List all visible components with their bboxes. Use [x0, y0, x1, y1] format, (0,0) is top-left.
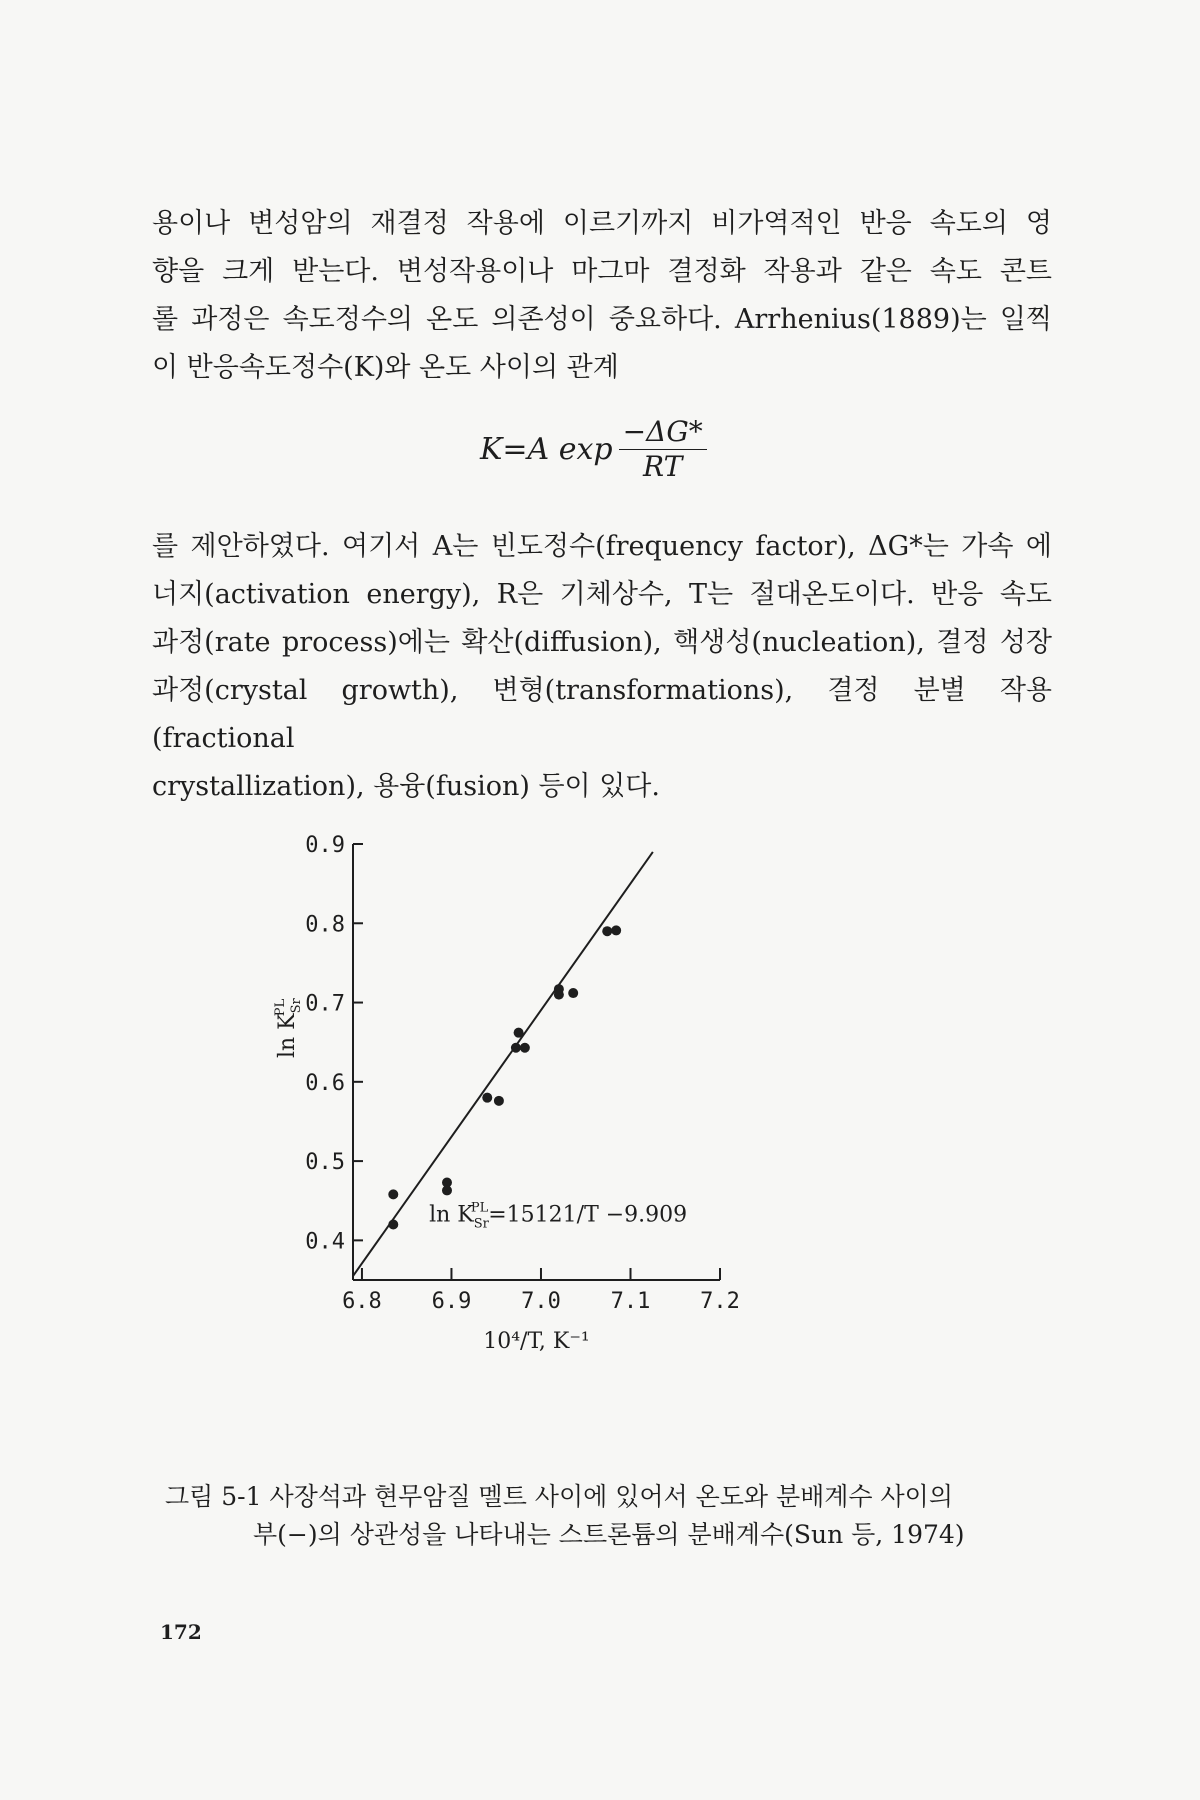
data-point: [602, 926, 612, 936]
data-point: [514, 1028, 524, 1038]
y-axis-label-sup: PL: [273, 998, 288, 1017]
paragraph-line: 과정(rate process)에는 확산(diffusion), 핵생성(nucleation), 결정 성장: [152, 627, 1052, 658]
data-point: [494, 1096, 504, 1106]
body-paragraph-1: [152, 200, 1052, 392]
y-axis-label-sub: Sr: [289, 998, 304, 1014]
y-tick-label: 0.9: [305, 833, 345, 858]
data-point: [611, 925, 621, 935]
fit-equation-sub: Sr: [473, 1216, 489, 1232]
data-point: [482, 1093, 492, 1103]
x-tick-label: 7.2: [700, 1289, 740, 1314]
y-axis-ticks: [305, 833, 363, 1254]
equation-numerator: −ΔG*: [619, 415, 707, 450]
paragraph-line: 과정(crystal growth), 변형(transformations), 결정 분별 작용(fractional: [152, 675, 1052, 754]
y-tick-label: 0.4: [305, 1229, 345, 1255]
caption-line-2: 부(−)의 상관성을 나타내는 스트론튬의 분배계수(Sun 등, 1974): [253, 1520, 965, 1549]
arrhenius-equation: [480, 415, 707, 484]
x-tick-label: 7.0: [521, 1289, 561, 1314]
paragraph-line: 향을 크게 받는다. 변성작용이나 마그마 결정화 작용과 같은 속도 콘트: [152, 256, 1052, 287]
data-point: [520, 1043, 530, 1053]
y-axis-label: [273, 997, 304, 1058]
y-axis-label-main: ln K: [275, 1013, 300, 1059]
data-points: [388, 925, 621, 1232]
y-tick-label: 0.6: [305, 1070, 345, 1096]
x-tick-label: 7.1: [610, 1289, 651, 1314]
paragraph-line: 롤 과정은 속도정수의 온도 의존성이 중요하다. Arrhenius(1889)는 일찍: [152, 304, 1052, 335]
fit-equation-sup: PL: [470, 1200, 489, 1216]
fit-equation-label: [429, 1200, 687, 1231]
figure-caption: [165, 1478, 995, 1554]
paragraph-line: 너지(activation energy), R은 기체상수, T는 절대온도이다. 반응 속도: [152, 579, 1052, 610]
y-tick-label: 0.8: [305, 912, 345, 938]
x-tick-label: 6.8: [342, 1289, 382, 1314]
paragraph-line: 이 반응속도정수(K)와 온도 사이의 관계: [152, 352, 619, 383]
body-paragraph-2: [152, 523, 1052, 811]
data-point: [568, 988, 578, 998]
data-point: [442, 1185, 452, 1195]
equation-lhs: K=A exp: [480, 432, 613, 467]
data-point: [388, 1189, 398, 1199]
fit-equation-rhs: =15121/T −9.909: [488, 1202, 688, 1228]
paragraph-line: 용이나 변성암의 재결정 작용에 이르기까지 비가역적인 반응 속도의 영: [152, 208, 1052, 239]
paragraph-line: 를 제안하였다. 여기서 A는 빈도정수(frequency factor), ΔG*는 가속 에: [152, 531, 1052, 562]
fit-equation-main: ln K: [429, 1202, 474, 1228]
data-point: [554, 990, 564, 1000]
x-axis-label: 10⁴/T, K⁻¹: [483, 1329, 590, 1354]
equation-fraction: [619, 415, 707, 484]
data-point: [511, 1043, 521, 1053]
equation-denominator: RT: [643, 450, 683, 483]
caption-line-1: 그림 5-1 사장석과 현무암질 멜트 사이에 있어서 온도와 분배계수 사이의: [165, 1482, 953, 1511]
paragraph-line: crystallization), 용융(fusion) 등이 있다.: [152, 771, 660, 802]
page-number: 172: [160, 1620, 202, 1644]
data-point: [388, 1220, 398, 1230]
y-tick-label: 0.5: [305, 1150, 345, 1176]
x-axis-ticks: [342, 1268, 740, 1314]
partition-coefficient-chart: [270, 820, 830, 1460]
y-tick-label: 0.7: [305, 991, 345, 1017]
x-tick-label: 6.9: [431, 1289, 472, 1314]
